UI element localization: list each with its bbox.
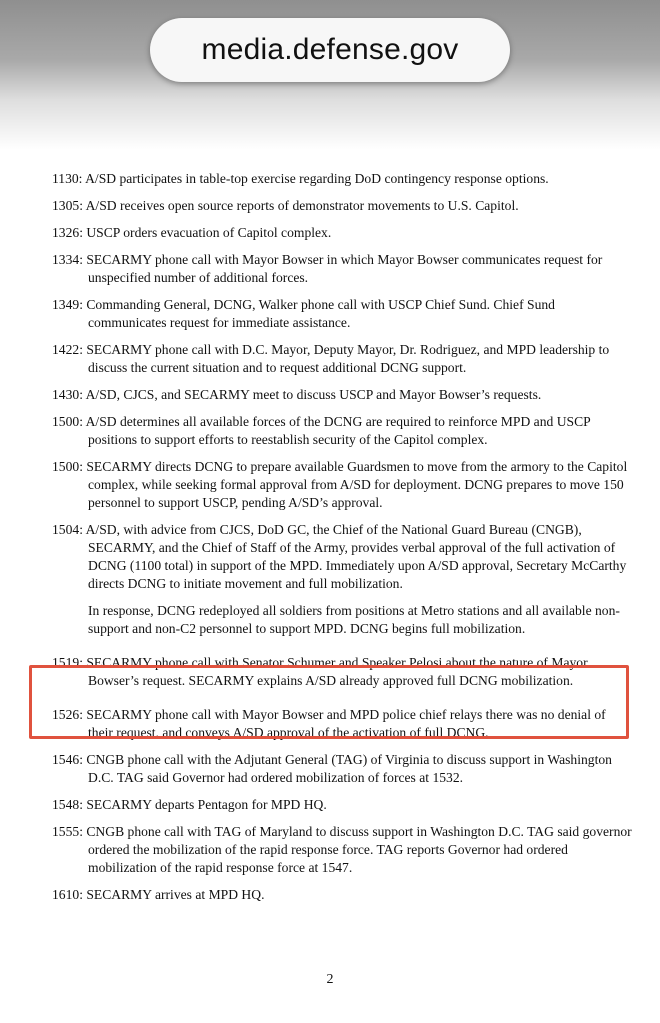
timeline-entry: 1430: A/SD, CJCS, and SECARMY meet to discuss USCP and Mayor Bowser’s requests. <box>52 387 542 402</box>
timeline-entry: 1526: SECARMY phone call with Mayor Bowser and MPD police chief relays there was no denial of their request, and conveys A/SD approval of the activation of full DCNG. <box>52 707 606 740</box>
timeline-entry: 1334: SECARMY phone call with Mayor Bowser in which Mayor Bowser communicates request for unspecified number of additional forces. <box>52 252 603 285</box>
timeline-entry: 1305: A/SD receives open source reports of demonstrator movements to U.S. Capitol. <box>52 198 519 213</box>
timeline-entry: 1500: SECARMY directs DCNG to prepare available Guardsmen to move from the armory to the Capitol complex, while seeking formal approval from A/SD for deployment. DCNG prepares to move 150 personnel to support USCP, pending A/SD’s approval. <box>52 459 628 510</box>
page-number: 2 <box>326 972 334 987</box>
timeline-entry: 1500: A/SD determines all available forces of the DCNG are required to reinforce MPD and USCP positions to support efforts to reestablish security of the Capitol complex. <box>52 414 591 447</box>
timeline-entry: 1422: SECARMY phone call with D.C. Mayor, Deputy Mayor, Dr. Rodriguez, and MPD leadership to discuss the current situation and to request additional DCNG support. <box>52 342 610 375</box>
timeline-entry: 1546: CNGB phone call with the Adjutant General (TAG) of Virginia to discuss support in Washington D.C. TAG said Governor had ordered mobilization of forces at 1532. <box>52 752 612 785</box>
timeline-entry: 1130: A/SD participates in table-top exercise regarding DoD contingency response options. <box>52 171 549 186</box>
url-bar[interactable] <box>150 18 510 82</box>
timeline-entry: 1504: A/SD, with advice from CJCS, DoD GC, the Chief of the National Guard Bureau (CNGB), SECARMY, and the Chief of Staff of the Army, provides verbal approval of the full activation of DCNG (1100 total) in support of the MPD. Immediately upon A/SD approval, Secretary McCarthy directs DCNG to initiate movement and full mobilization. <box>52 522 627 591</box>
timeline-entry: 1326: USCP orders evacuation of Capitol complex. <box>52 225 332 240</box>
timeline-entry: 1548: SECARMY departs Pentagon for MPD HQ. <box>52 797 327 812</box>
timeline-entry: 1349: Commanding General, DCNG, Walker phone call with USCP Chief Sund. Chief Sund communicates request for immediate assistance. <box>52 297 555 330</box>
highlight-annotation-box <box>29 665 629 739</box>
timeline-entry-continuation: In response, DCNG redeployed all soldiers from positions at Metro stations and all available non-support and non-C2 personnel to support MPD. DCNG begins full mobilization. <box>88 603 620 636</box>
timeline-entry: 1610: SECARMY arrives at MPD HQ. <box>52 887 265 902</box>
timeline-entry: 1555: CNGB phone call with TAG of Maryland to discuss support in Washington D.C. TAG said governor ordered the mobilization of the rapid response force. TAG reports Governor had ordered mobilization of the rapid response force at 1547. <box>52 824 632 875</box>
timeline-document <box>52 170 632 913</box>
timeline-entry-highlighted: 1519: SECARMY phone call with Senator Schumer and Speaker Pelosi about the nature of Mayor Bowser’s request. SECARMY explains A/SD already approved full DCNG mobilization. <box>52 655 588 688</box>
url-text: media.defense.gov <box>201 33 459 66</box>
